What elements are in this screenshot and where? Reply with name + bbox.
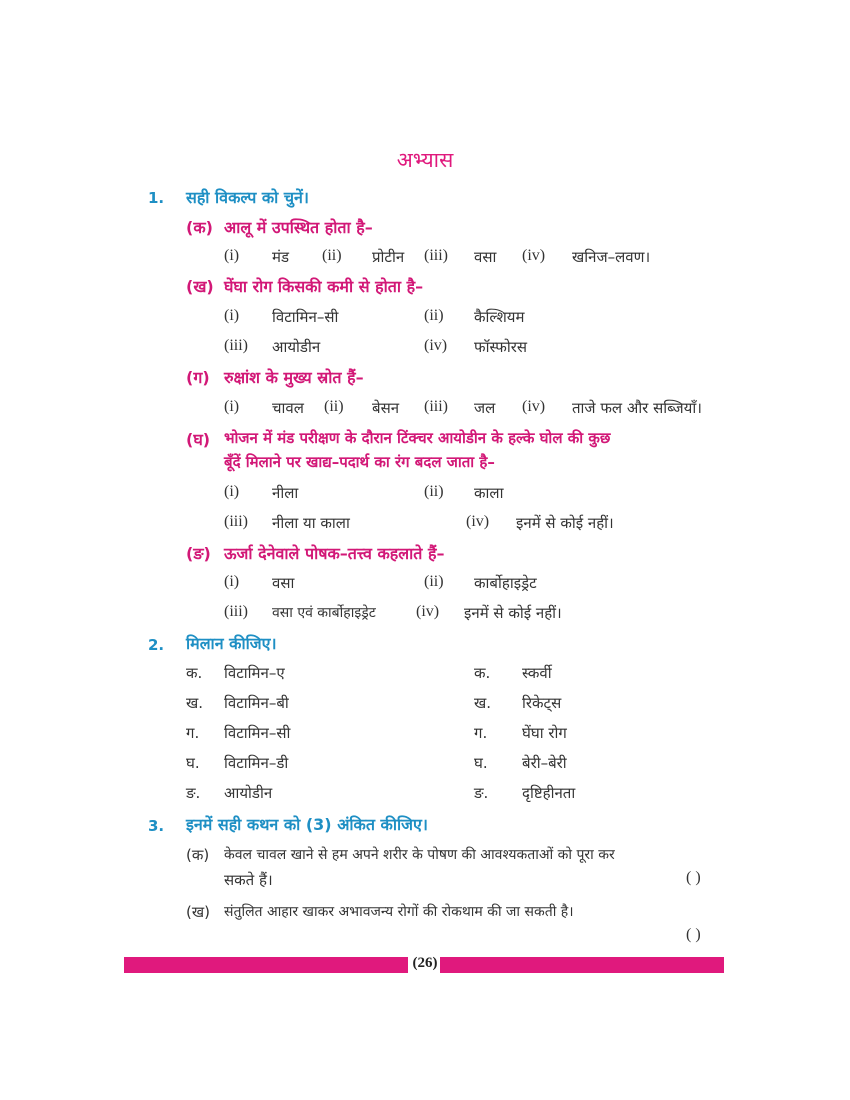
q1e-opt4-text: इनमें से कोई नहीं।	[464, 604, 562, 622]
q1e-opt3-num: (iii)	[224, 603, 248, 620]
match-left-item: विटामिन–सी	[224, 724, 291, 742]
q1d-opt1-text: नीला	[272, 484, 299, 502]
match-left-marker: ङ.	[186, 784, 201, 802]
q1d-opt3-text: नीला या काला	[272, 514, 350, 532]
match-right-marker: घ.	[474, 754, 488, 772]
q3b-label: (ख)	[186, 903, 210, 921]
q1b-opt3-text: आयोडीन	[272, 338, 321, 356]
question-3-number: 3.	[148, 817, 165, 835]
match-left-item: आयोडीन	[224, 784, 273, 802]
q1c-opt2-num: (ii)	[324, 398, 344, 415]
q1c-opt4-num: (iv)	[522, 398, 546, 415]
q1d-text-line1: भोजन में मंड परीक्षण के दौरान टिंक्चर आयोडीन के हल्के घोल की कुछ	[224, 429, 611, 447]
q1a-opt1-text: मंड	[272, 248, 289, 266]
q1a-opt2-num: (ii)	[322, 247, 342, 264]
q1c-opt2-text: बेसन	[372, 399, 400, 417]
q1e-opt1-text: वसा	[272, 574, 295, 592]
match-left-item: विटामिन–डी	[224, 754, 289, 772]
question-2-number: 2.	[148, 636, 165, 654]
q1a-opt3-text: वसा	[474, 248, 497, 266]
match-left-marker: ख.	[186, 694, 204, 712]
match-left-item: विटामिन–ए	[224, 664, 285, 682]
match-right-marker: क.	[474, 664, 491, 682]
q1b-text: घेंघा रोग किसकी कमी से होता है–	[224, 277, 424, 296]
question-1-text: सही विकल्प को चुनें।	[186, 188, 309, 207]
q1d-label: (घ)	[186, 430, 211, 449]
match-left-marker: घ.	[186, 754, 200, 772]
page-title: अभ्यास	[396, 148, 454, 172]
match-right-marker: ग.	[474, 724, 488, 742]
q1d-opt2-num: (ii)	[424, 483, 444, 500]
q1b-opt3-num: (iii)	[224, 337, 248, 354]
q1c-opt3-text: जल	[474, 399, 496, 417]
page-number: (26)	[412, 955, 438, 971]
match-left-marker: क.	[186, 664, 203, 682]
q1d-opt2-text: काला	[474, 484, 504, 502]
q3a-answer-box[interactable]: ( )	[686, 869, 701, 886]
q1e-opt4-num: (iv)	[416, 603, 440, 620]
q1a-opt1-num: (i)	[224, 247, 240, 264]
q1b-label: (ख)	[186, 277, 214, 296]
match-right-marker: ङ.	[474, 784, 489, 802]
q1e-opt3-text: वसा एवं कार्बोहाइड्रेट	[272, 605, 376, 621]
q1d-opt4-text: इनमें से कोई नहीं।	[516, 514, 614, 532]
q1a-opt2-text: प्रोटीन	[372, 248, 405, 266]
q1b-opt1-num: (i)	[224, 307, 240, 324]
q1e-opt1-num: (i)	[224, 573, 240, 590]
q1d-opt4-num: (iv)	[466, 513, 490, 530]
question-3-text: इनमें सही कथन को (3) अंकित कीजिए।	[186, 815, 428, 834]
q1a-label: (क)	[186, 218, 213, 237]
q1d-opt3-num: (iii)	[224, 513, 248, 530]
match-right-item: बेरी–बेरी	[522, 754, 567, 772]
q1e-opt2-text: कार्बोहाइड्रेट	[474, 574, 537, 592]
q1e-text: ऊर्जा देनेवाले पोषक–तत्त्व कहलाते हैं–	[224, 544, 445, 563]
q1c-opt4-text: ताजे फल और सब्जियाँ।	[572, 399, 702, 417]
match-left-marker: ग.	[186, 724, 200, 742]
match-right-marker: ख.	[474, 694, 492, 712]
q3a-label: (क)	[186, 846, 210, 864]
question-1-number: 1.	[148, 189, 165, 207]
q1c-opt1-num: (i)	[224, 398, 240, 415]
q1d-opt1-num: (i)	[224, 483, 240, 500]
q3b-answer-box[interactable]: ( )	[686, 926, 701, 943]
q1d-text-line2: बूँदें मिलाने पर खाद्य–पदार्थ का रंग बदल जाता है–	[224, 453, 495, 471]
match-right-item: स्कर्वी	[522, 664, 552, 682]
q1b-opt4-num: (iv)	[424, 337, 448, 354]
q3a-text-line2: सकते हैं।	[224, 871, 273, 889]
q1b-opt2-text: कैल्शियम	[474, 308, 525, 326]
q1c-opt3-num: (iii)	[424, 398, 448, 415]
q1b-opt4-text: फॉस्फोरस	[474, 338, 528, 356]
q1c-label: (ग)	[186, 368, 210, 387]
match-right-item: दृष्टिहीनता	[522, 784, 576, 802]
q1a-opt3-num: (iii)	[424, 247, 448, 264]
q1c-opt1-text: चावल	[272, 399, 304, 417]
q3a-text-line1: केवल चावल खाने से हम अपने शरीर के पोषण की आवश्यकताओं को पूरा कर	[224, 847, 615, 863]
q1a-text: आलू में उपस्थित होता है–	[224, 218, 373, 237]
q1e-opt2-num: (ii)	[424, 573, 444, 590]
question-2-text: मिलान कीजिए।	[186, 634, 277, 653]
q1b-opt2-num: (ii)	[424, 307, 444, 324]
q1a-opt4-num: (iv)	[522, 247, 546, 264]
match-right-item: घेंघा रोग	[522, 724, 567, 742]
match-right-item: रिकेट्स	[522, 694, 562, 712]
q1e-label: (ङ)	[186, 544, 211, 563]
q1b-opt1-text: विटामिन–सी	[272, 308, 339, 326]
q1c-text: रुक्षांश के मुख्य स्रोत हैं–	[224, 368, 364, 387]
q3b-text-line1: संतुलित आहार खाकर अभावजन्य रोगों की रोकथाम की जा सकती है।	[224, 904, 574, 920]
q1a-opt4-text: खनिज–लवण।	[572, 248, 651, 266]
match-left-item: विटामिन–बी	[224, 694, 289, 712]
